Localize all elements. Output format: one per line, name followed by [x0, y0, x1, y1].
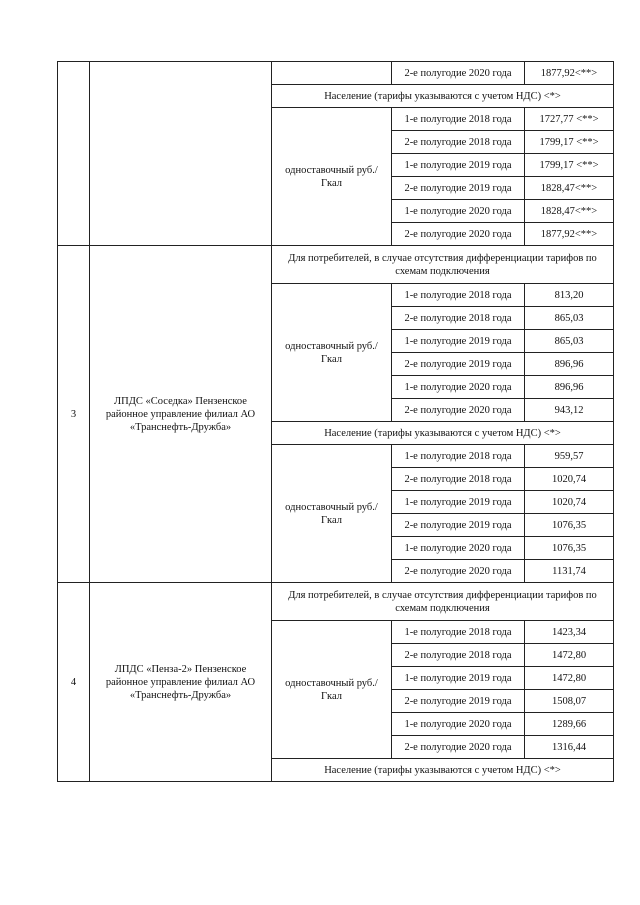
tariff-value: 1799,17 <**>	[525, 131, 614, 154]
period-cell: 1-е полугодие 2020 года	[392, 537, 525, 560]
tariff-value: 865,03	[525, 330, 614, 353]
tariff-type: одноставочный руб./Гкал	[272, 284, 392, 422]
section-name	[90, 62, 272, 246]
section-number: 3	[58, 246, 90, 583]
tariff-value: 1423,34	[525, 621, 614, 644]
section-name: ЛПДС «Пенза-2» Пензенское районное управление филиал АО «Транснефть-Дружба»	[90, 583, 272, 782]
tariff-table	[57, 61, 614, 782]
period-cell: 1-е полугодие 2018 года	[392, 108, 525, 131]
period-cell: 2-е полугодие 2018 года	[392, 131, 525, 154]
tariff-value: 1289,66	[525, 713, 614, 736]
tariff-value: 959,57	[525, 445, 614, 468]
section-name: ЛПДС «Соседка» Пензенское районное управление филиал АО «Транснефть-Дружба»	[90, 246, 272, 583]
period-cell: 2-е полугодие 2018 года	[392, 468, 525, 491]
tariff-value: 943,12	[525, 399, 614, 422]
period-cell: 2-е полугодие 2018 года	[392, 307, 525, 330]
period-cell: 2-е полугодие 2020 года	[392, 223, 525, 246]
period-cell: 2-е полугодие 2020 года	[392, 399, 525, 422]
tariff-type: одноставочный руб./Гкал	[272, 621, 392, 759]
tariff-value: 896,96	[525, 353, 614, 376]
tariff-value: 1076,35	[525, 537, 614, 560]
period-cell: 1-е полугодие 2018 года	[392, 284, 525, 307]
tariff-type	[272, 62, 392, 85]
tariff-value: 1020,74	[525, 491, 614, 514]
period-cell: 1-е полугодие 2018 года	[392, 621, 525, 644]
group-header: Для потребителей, в случае отсутствия дифференциации тарифов по схемам подключения	[272, 583, 614, 621]
section-number: 4	[58, 583, 90, 782]
tariff-value: 1727,77 <**>	[525, 108, 614, 131]
tariff-value: 1020,74	[525, 468, 614, 491]
period-cell: 2-е полугодие 2019 года	[392, 177, 525, 200]
group-header: Население (тарифы указываются с учетом НДС) <*>	[272, 759, 614, 782]
period-cell: 1-е полугодие 2019 года	[392, 667, 525, 690]
tariff-value: 1828,47<**>	[525, 177, 614, 200]
period-cell: 1-е полугодие 2019 года	[392, 491, 525, 514]
tariff-value: 1472,80	[525, 667, 614, 690]
period-cell: 1-е полугодие 2019 года	[392, 330, 525, 353]
period-cell: 2-е полугодие 2019 года	[392, 514, 525, 537]
group-header: Население (тарифы указываются с учетом НДС) <*>	[272, 85, 614, 108]
tariff-value: 1076,35	[525, 514, 614, 537]
group-header-row	[58, 246, 614, 284]
tariff-type: одноставочный руб./Гкал	[272, 108, 392, 246]
tariff-value: 1316,44	[525, 736, 614, 759]
period-cell: 2-е полугодие 2019 года	[392, 690, 525, 713]
period-cell: 1-е полугодие 2020 года	[392, 376, 525, 399]
tariff-value: 1131,74	[525, 560, 614, 583]
tariff-type: одноставочный руб./Гкал	[272, 445, 392, 583]
tariff-value: 1877,92<**>	[525, 62, 614, 85]
tariff-value: 1828,47<**>	[525, 200, 614, 223]
period-cell: 1-е полугодие 2020 года	[392, 200, 525, 223]
tariff-value: 1508,07	[525, 690, 614, 713]
tariff-value: 1877,92<**>	[525, 223, 614, 246]
group-header: Для потребителей, в случае отсутствия дифференциации тарифов по схемам подключения	[272, 246, 614, 284]
period-cell: 2-е полугодие 2020 года	[392, 736, 525, 759]
period-cell: 2-е полугодие 2020 года	[392, 62, 525, 85]
group-header: Население (тарифы указываются с учетом НДС) <*>	[272, 422, 614, 445]
tariff-value: 1799,17 <**>	[525, 154, 614, 177]
tariff-value: 865,03	[525, 307, 614, 330]
tariff-value: 1472,80	[525, 644, 614, 667]
table-row	[58, 62, 614, 85]
period-cell: 1-е полугодие 2020 года	[392, 713, 525, 736]
tariff-value: 896,96	[525, 376, 614, 399]
period-cell: 1-е полугодие 2019 года	[392, 154, 525, 177]
tariff-value: 813,20	[525, 284, 614, 307]
period-cell: 2-е полугодие 2020 года	[392, 560, 525, 583]
period-cell: 2-е полугодие 2019 года	[392, 353, 525, 376]
group-header-row	[58, 583, 614, 621]
section-number	[58, 62, 90, 246]
period-cell: 2-е полугодие 2018 года	[392, 644, 525, 667]
period-cell: 1-е полугодие 2018 года	[392, 445, 525, 468]
